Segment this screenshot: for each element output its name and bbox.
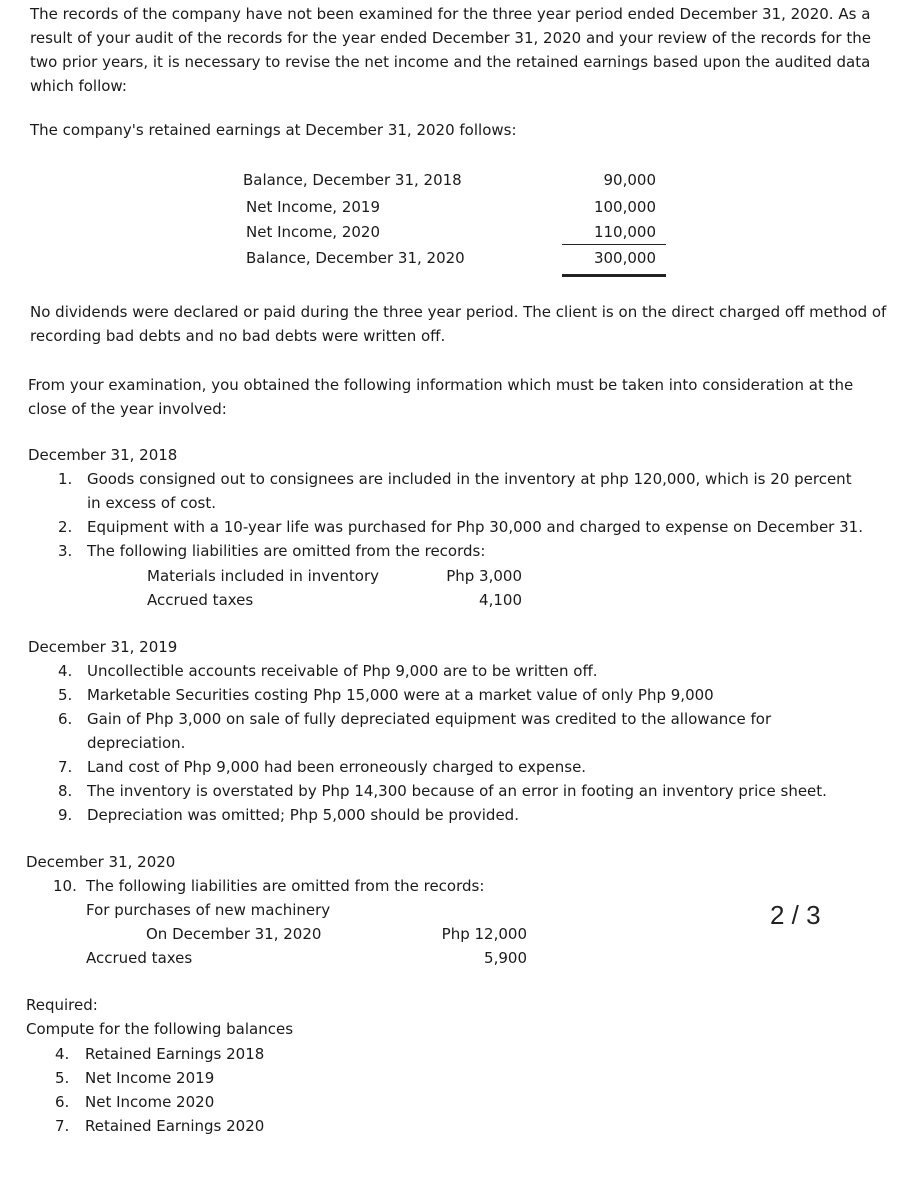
item-number: 9.: [58, 806, 73, 824]
item-text: Land cost of Php 9,000 had been erroneously charged to expense.: [87, 758, 587, 776]
required-item: Net Income 2020: [85, 1093, 215, 1111]
item-text: The following liabilities are omitted from the records:: [87, 542, 486, 560]
item-text: Depreciation was omitted; Php 5,000 should be provided.: [87, 806, 519, 824]
required-subheading: Compute for the following balances: [26, 1020, 294, 1038]
item-number: 8.: [58, 782, 73, 800]
re-row-label: Balance, December 31, 2018: [243, 171, 462, 189]
item-text: Marketable Securities costing Php 15,000 were at a market value of only Php 9,000: [87, 686, 714, 704]
liability-amount: 4,100: [479, 591, 522, 609]
section-heading: December 31, 2020: [26, 853, 176, 871]
item-number: 7.: [55, 1117, 70, 1135]
re-row-label: Net Income, 2020: [246, 223, 381, 241]
subtotal-rule: [562, 244, 666, 245]
liability-label: Accrued taxes: [147, 591, 254, 609]
liability-amount: 5,900: [484, 949, 527, 967]
liability-label: On December 31, 2020: [146, 925, 322, 943]
item-number: 4.: [58, 662, 73, 680]
item-text: Uncollectible accounts receivable of Php 9,000 are to be written off.: [87, 662, 598, 680]
item-text: The inventory is overstated by Php 14,300 because of an error in footing an inventory price sheet.: [87, 782, 827, 800]
required-item: Retained Earnings 2020: [85, 1117, 265, 1135]
page-indicator: 2 / 3: [770, 900, 821, 930]
examination-paragraph: From your examination, you obtained the following information which must be taken into consideration at the close of the year involved:: [28, 376, 854, 418]
required-heading: Required:: [26, 996, 98, 1014]
required-item: Retained Earnings 2018: [85, 1045, 265, 1063]
liability-amount: Php 3,000: [446, 567, 522, 585]
no-dividends-paragraph: No dividends were declared or paid during the three year period. The client is on the direct charged off method of recording bad debts and no bad debts were written off.: [30, 303, 887, 345]
section-heading: December 31, 2018: [28, 446, 178, 464]
item-text: Goods consigned out to consignees are included in the inventory at php 120,000, which is 20 percent: [87, 470, 852, 488]
total-rule: [562, 274, 666, 277]
re-row-amount: 90,000: [603, 171, 656, 189]
item-number: 10.: [53, 877, 77, 895]
required-item: Net Income 2019: [85, 1069, 215, 1087]
retained-earnings-heading: The company's retained earnings at December 31, 2020 follows:: [30, 121, 517, 139]
item-text: The following liabilities are omitted from the records:: [86, 877, 485, 895]
re-row-amount: 100,000: [593, 198, 656, 216]
re-row-amount: 300,000: [593, 249, 656, 267]
item-number: 2.: [58, 518, 73, 536]
item-text: in excess of cost.: [87, 494, 217, 512]
liability-label: Materials included in inventory: [147, 567, 379, 585]
liability-label: Accrued taxes: [86, 949, 193, 967]
item-text: Equipment with a 10-year life was purchased for Php 30,000 and charged to expense on December 31.: [87, 518, 863, 536]
item-number: 6.: [55, 1093, 70, 1111]
re-row-label: Net Income, 2019: [246, 198, 381, 216]
item-text: depreciation.: [87, 734, 186, 752]
item-number: 6.: [58, 710, 73, 728]
item-number: 5.: [58, 686, 73, 704]
re-row-amount: 110,000: [593, 223, 656, 241]
item-number: 3.: [58, 542, 73, 560]
item-number: 5.: [55, 1069, 70, 1087]
liability-amount: Php 12,000: [441, 925, 527, 943]
item-number: 4.: [55, 1045, 70, 1063]
item-text: Gain of Php 3,000 on sale of fully depreciated equipment was credited to the allowance for: [87, 710, 772, 728]
liability-label: For purchases of new machinery: [86, 901, 331, 919]
intro-paragraph: The records of the company have not been examined for the three year period ended December 31, 2020. As a result of your audit of the records for the year ended December 31, 2020 and your review of the records for the two prior years, it is necessary to revise the net income and the retained earnings based upon the audited data which follow:: [30, 5, 871, 95]
item-number: 1.: [58, 470, 73, 488]
re-row-label: Balance, December 31, 2020: [246, 249, 465, 267]
item-number: 7.: [58, 758, 73, 776]
section-heading: December 31, 2019: [28, 638, 178, 656]
